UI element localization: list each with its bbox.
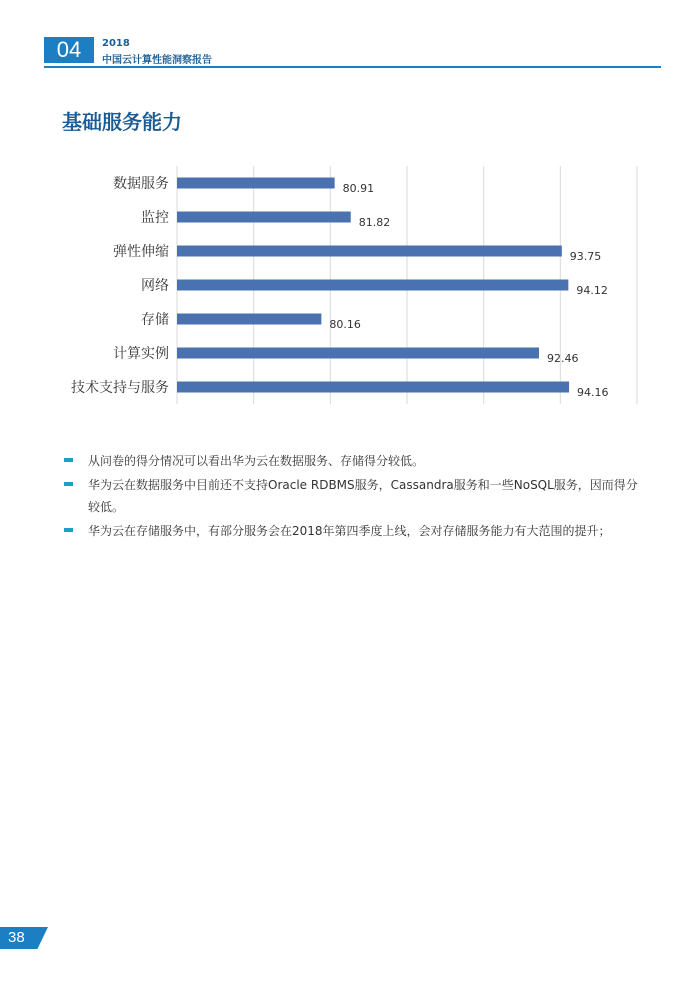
page-number: 38 (8, 929, 25, 946)
bullet-text: 从问卷的得分情况可以看出华为云在数据服务、存储得分较低。 (88, 454, 425, 468)
bullet-marker (64, 482, 73, 486)
chart-data-label: 93.75 (569, 250, 602, 263)
chart-bar (177, 314, 321, 325)
chart-category-label: 网络 (141, 278, 169, 294)
bullet-text: 华为云在存储服务中，有部分服务会在2018年第四季度上线，会对存储服务能力有大范围的提升； (88, 524, 611, 538)
bullet-item (64, 520, 644, 542)
chart-category-label: 监控 (141, 210, 169, 226)
chart-category-label: 数据服务 (113, 176, 169, 192)
chart-data-label: 80.91 (342, 182, 375, 195)
report-title: 中国云计算性能洞察报告 (102, 55, 212, 66)
chart-data-label: 92.46 (546, 352, 579, 365)
bullet-marker (64, 458, 73, 462)
chart-data-label: 94.16 (577, 386, 609, 399)
chart-category-label: 弹性伸缩 (113, 244, 169, 260)
chart-bar (177, 246, 562, 257)
chart-category-label: 存储 (141, 312, 169, 328)
chart-category-label: 计算实例 (113, 346, 169, 362)
bullet-text: 华为云在数据服务中目前还不支持Oracle RDBMS服务，Cassandra服务和一些NoSQL服务，因而得分较低。 (88, 478, 638, 514)
chart-bar (177, 348, 539, 359)
chart-bar (177, 382, 569, 393)
chart-data-label: 80.16 (329, 318, 361, 331)
report-year: 2018 (102, 38, 130, 49)
bullet-item (64, 450, 644, 472)
chart-bar (177, 178, 335, 189)
chart-category-label: 技术支持与服务 (71, 380, 169, 396)
chart-data-label: 94.12 (576, 284, 608, 297)
chart-bar (177, 280, 568, 291)
bullet-list (64, 450, 644, 544)
section-title: 基础服务能力 (62, 110, 182, 134)
chart-data-label: 81.82 (358, 216, 391, 229)
chart-bar (177, 212, 351, 223)
bullet-marker (64, 528, 73, 532)
bullet-item (64, 474, 644, 518)
section-number-badge: 04 (44, 37, 94, 63)
